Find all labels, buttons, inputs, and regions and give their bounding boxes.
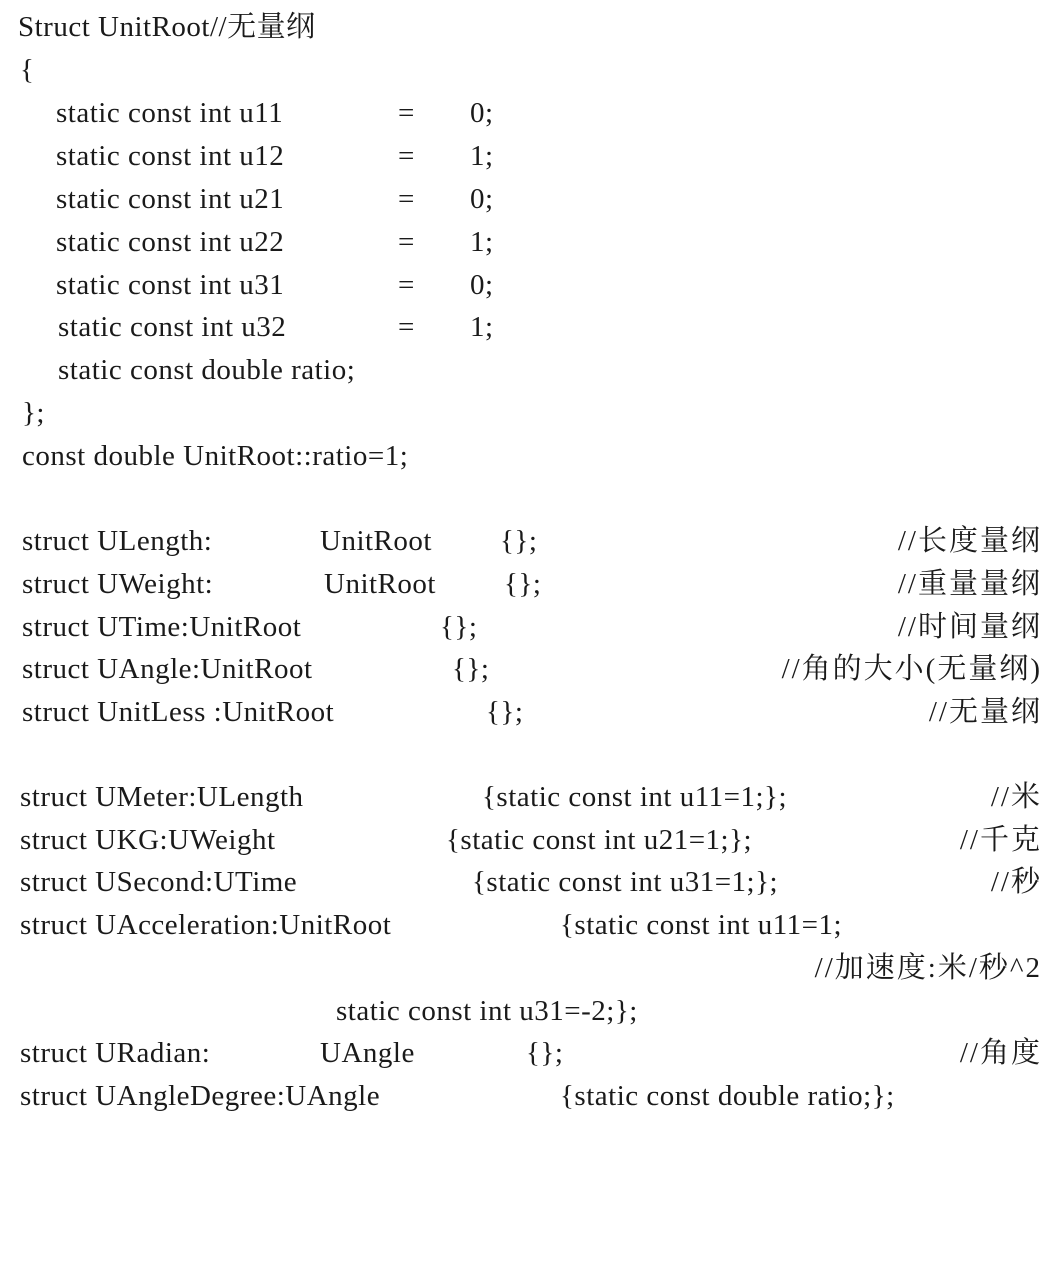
- member-val: 0;: [470, 269, 494, 301]
- comment: //时间量纲: [897, 611, 1042, 643]
- struct-body: {};: [504, 568, 542, 600]
- member-decl: static const int u12: [56, 140, 285, 172]
- code-line: [0, 135, 494, 177]
- code-line: [0, 861, 1060, 903]
- code-line: [0, 392, 45, 434]
- struct-body: {};: [486, 696, 524, 728]
- struct-body: {static const int u11=1;};: [482, 781, 788, 813]
- code-line: [0, 178, 494, 220]
- member-eq: =: [398, 97, 415, 129]
- code-line: [0, 349, 356, 391]
- code-line: [0, 435, 409, 477]
- struct-body: {};: [452, 653, 490, 685]
- comment: //角的大小(无量纲): [781, 653, 1042, 685]
- struct-decl: struct UAngleDegree:UAngle: [20, 1080, 381, 1112]
- member-decl: static const int u31: [56, 269, 285, 301]
- code-line: [0, 306, 494, 348]
- member-val: 0;: [470, 183, 494, 215]
- comment: //长度量纲: [897, 525, 1042, 557]
- comment: //米: [990, 781, 1042, 813]
- code-line: [0, 520, 1060, 562]
- unitroot-header: Struct UnitRoot//无量纲: [18, 11, 316, 43]
- struct-decl: struct ULength:: [22, 525, 213, 557]
- member-val: 1;: [470, 140, 494, 172]
- struct-decl: struct URadian:: [20, 1037, 211, 1069]
- code-line: [0, 691, 1060, 733]
- code-line: [0, 819, 1060, 861]
- member-val: 0;: [470, 97, 494, 129]
- struct-decl: struct UKG:UWeight: [20, 824, 276, 856]
- member-eq: =: [398, 140, 415, 172]
- code-line: [0, 606, 1060, 648]
- code-line: [0, 563, 1060, 605]
- struct-body: {};: [500, 525, 538, 557]
- comment: //角度: [959, 1037, 1042, 1069]
- struct-decl: struct UAcceleration:UnitRoot: [20, 909, 392, 941]
- code-line: [0, 264, 494, 306]
- code-line: [0, 92, 494, 134]
- code-line: [0, 990, 1060, 1032]
- struct-body: {static const int u31=1;};: [472, 866, 779, 898]
- code-line: [0, 648, 1060, 690]
- struct-base: UnitRoot: [320, 525, 432, 557]
- code-line: [0, 49, 35, 91]
- member-val: 1;: [470, 311, 494, 343]
- struct-decl: struct UAngle:UnitRoot: [22, 653, 313, 685]
- struct-decl: struct UnitLess :UnitRoot: [22, 696, 335, 728]
- member-decl: static const int u22: [56, 226, 285, 258]
- member-eq: =: [398, 269, 415, 301]
- struct-base: UAngle: [320, 1037, 415, 1069]
- member-val: 1;: [470, 226, 494, 258]
- comment: //加速度:米/秒^2: [814, 952, 1042, 984]
- member-eq: =: [398, 226, 415, 258]
- ratio-decl: static const double ratio;: [58, 354, 356, 386]
- comment: //千克: [959, 824, 1042, 856]
- struct-base: UnitRoot: [324, 568, 436, 600]
- code-line: [0, 1075, 1060, 1117]
- code-line: [0, 1032, 1060, 1074]
- member-decl: static const int u32: [58, 311, 287, 343]
- struct-body: {};: [440, 611, 478, 643]
- member-decl: static const int u21: [56, 183, 285, 215]
- struct-body: {static const int u11=1;: [560, 909, 843, 941]
- code-line: [0, 6, 316, 48]
- struct-body: static const int u31=-2;};: [336, 995, 638, 1027]
- close-brace: };: [22, 397, 45, 429]
- struct-decl: struct UTime:UnitRoot: [22, 611, 302, 643]
- comment: //秒: [990, 866, 1042, 898]
- struct-body: {};: [526, 1037, 564, 1069]
- open-brace: {: [20, 54, 35, 86]
- comment: //无量纲: [928, 696, 1042, 728]
- code-line: [0, 776, 1060, 818]
- struct-decl: struct USecond:UTime: [20, 866, 298, 898]
- struct-decl: struct UWeight:: [22, 568, 214, 600]
- code-line: [0, 947, 1060, 989]
- code-line: [0, 221, 494, 263]
- struct-decl: struct UMeter:ULength: [20, 781, 304, 813]
- ratio-definition: const double UnitRoot::ratio=1;: [22, 440, 409, 472]
- member-eq: =: [398, 311, 415, 343]
- struct-body: {static const int u21=1;};: [446, 824, 753, 856]
- code-line: [0, 904, 1060, 946]
- comment: //重量量纲: [897, 568, 1042, 600]
- member-eq: =: [398, 183, 415, 215]
- struct-body: {static const double ratio;};: [560, 1080, 895, 1112]
- member-decl: static const int u11: [56, 97, 284, 129]
